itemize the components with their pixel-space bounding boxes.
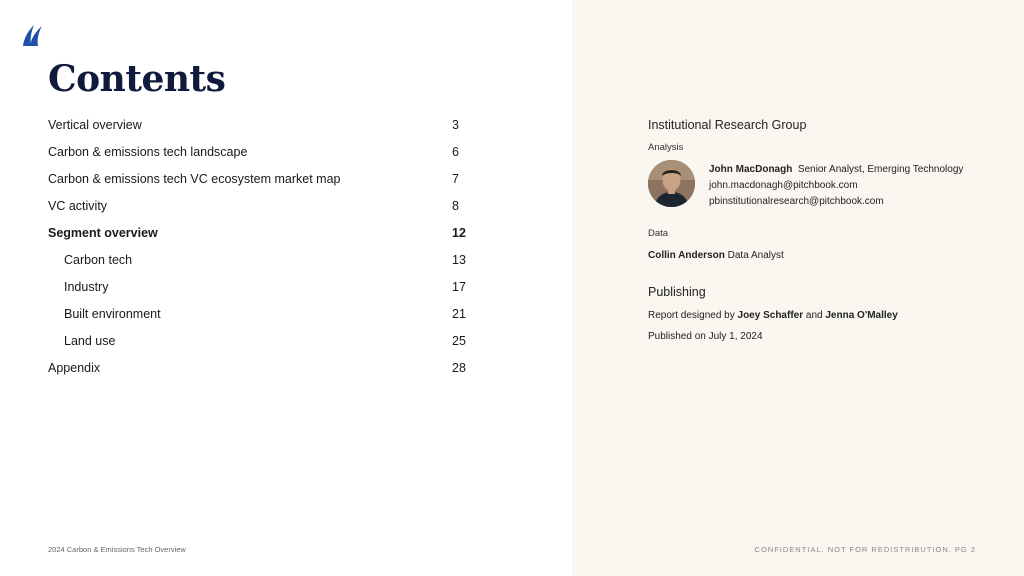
toc-row[interactable] [48,332,478,359]
toc-label: VC activity [48,199,108,213]
designed-prefix: Report designed by [648,310,735,321]
toc-page: 12 [452,226,466,240]
designed-and: and [805,310,823,321]
data-analyst-role: Data Analyst [727,250,784,261]
designed-by [648,310,898,321]
toc-row[interactable] [48,116,478,143]
data-analyst-name: Collin Anderson [648,250,725,261]
toc-label: Built environment [64,307,161,321]
publishing-heading: Publishing [648,285,706,299]
toc-label: Carbon & emissions tech VC ecosystem market map [48,172,341,186]
toc-row[interactable] [48,170,478,197]
page-title: Contents [48,58,226,100]
toc-label: Land use [64,334,116,348]
analyst-name: John MacDonagh [709,164,793,175]
toc-row[interactable] [48,278,478,305]
table-of-contents [48,116,478,386]
toc-row[interactable] [48,224,478,251]
pitchbook-logo-icon [20,22,44,48]
toc-row[interactable] [48,251,478,278]
toc-page: 7 [452,172,459,186]
toc-page: 3 [452,118,459,132]
toc-label: Segment overview [48,226,158,240]
toc-label: Vertical overview [48,118,142,132]
toc-row[interactable] [48,197,478,224]
avatar [648,160,695,207]
designer-name: Jenna O'Malley [825,310,898,321]
toc-page: 6 [452,145,459,159]
analyst-email[interactable]: john.macdonagh@pitchbook.com [709,180,858,191]
group-email[interactable]: pbinstitutionalresearch@pitchbook.com [709,196,884,207]
toc-row[interactable] [48,359,478,386]
toc-row[interactable] [48,305,478,332]
toc-label: Carbon & emissions tech landscape [48,145,248,159]
toc-page: 13 [452,253,466,267]
right-panel [572,0,1024,576]
toc-label: Carbon tech [64,253,133,267]
data-heading: Data [648,228,669,239]
analyst-line [709,162,963,178]
research-group-title: Institutional Research Group [648,118,807,132]
analysis-heading: Analysis [648,142,684,153]
analyst-role: Senior Analyst, Emerging Technology [797,164,964,175]
toc-row[interactable] [48,143,478,170]
data-credit [648,250,784,261]
toc-page: 25 [452,334,466,348]
toc-label: Appendix [48,361,101,375]
toc-page: 21 [452,307,466,321]
analyst-contact [709,162,963,210]
toc-page: 17 [452,280,466,294]
toc-label: Industry [64,280,109,294]
toc-page: 8 [452,199,459,213]
footer-report-title: 2024 Carbon & Emissions Tech Overview [48,545,186,554]
designer-name: Joey Schaffer [737,310,804,321]
published-date: Published on July 1, 2024 [648,331,763,342]
footer-confidential: CONFIDENTIAL. NOT FOR REDISTRIBUTION. PG 2 [754,545,976,554]
toc-page: 28 [452,361,466,375]
